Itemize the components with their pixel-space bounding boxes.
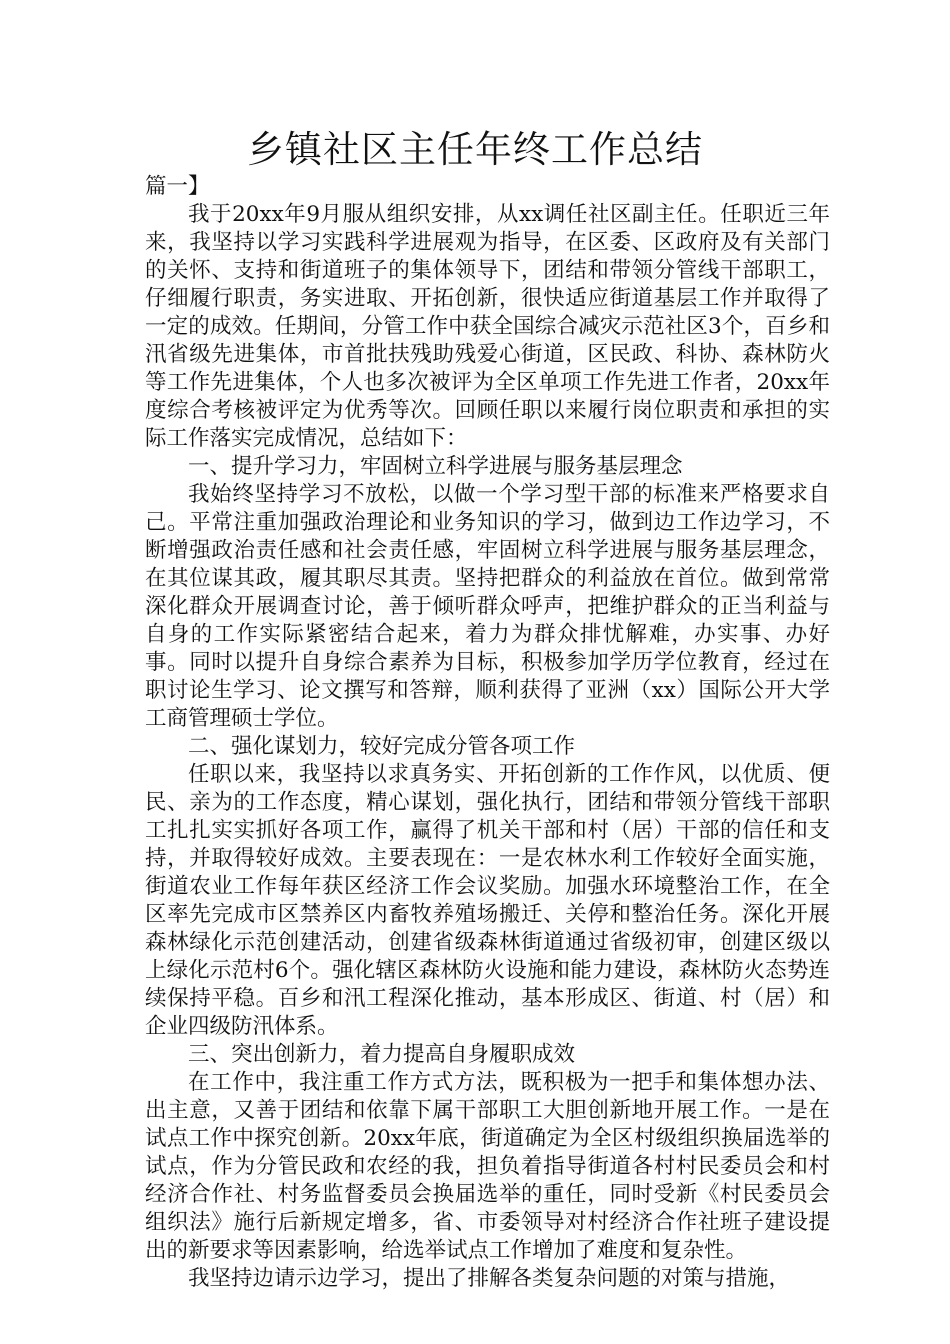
heading-learning: 一、提升学习力，牢固树立科学进展与服务基层理念 xyxy=(188,454,683,479)
heading-planning: 二、强化谋划力，较好完成分管各项工作 xyxy=(188,734,576,759)
paragraph-learning: 我始终坚持学习不放松，以做一个学习型干部的标准来严格要求自己。平常注重加强政治理论和业务知识的学习，做到边工作边学习，不断增强政治责任感和社会责任感，牢固树立科学进展与服务基层理念，在其位谋其政，履其职尽其责。坚持把群众的利益放在首位。做到常常深化群众开展调查讨论，善于倾听群众呼声，把维护群众的正当利益与自身的工作实际紧密结合起来，着力为群众排忧解难，办实事、办好事。同时以提升自身综合素养为目标，积极参加学历学位教育，经过在职讨论生学习、论文撰写和答辩，顺利获得了亚洲（xx）国际公开大学工商管理硕士学位。 xyxy=(145,482,830,731)
paragraph-planning: 任职以来，我坚持以求真务实、开拓创新的工作作风，以优质、便民、亲为的工作态度，精心谋划，强化执行，团结和带领分管线干部职工扎扎实实抓好各项工作，赢得了机关干部和村（居）干部的信任和支持，并取得较好成效。主要表现在：一是农林水利工作较好全面实施，街道农业工作每年获区经济工作会议奖励。加强水环境整治工作，在全区率先完成市区禁养区内畜牧养殖场搬迁、关停和整治任务。深化开展森林绿化示范创建活动，创建省级森林街道通过省级初审，创建区级以上绿化示范村6个。强化辖区森林防火设施和能力建设，森林防火态势连续保持平稳。百乡和汛工程深化推动，基本形成区、街道、村（居）和企业四级防汛体系。 xyxy=(145,762,830,1039)
heading-innovation: 三、突出创新力，着力提高自身履职成效 xyxy=(188,1042,576,1067)
document-title: 乡镇社区主任年终工作总结 xyxy=(247,128,703,171)
section-label: 篇一】 xyxy=(145,174,210,199)
paragraph-intro: 我于20xx年9月服从组织安排，从xx调任社区副主任。任职近三年来，我坚持以学习实践科学进展观为指导，在区委、区政府及有关部门的关怀、支持和街道班子的集体领导下，团结和带领分管线干部职工，仔细履行职责，务实进取、开拓创新，很快适应街道基层工作并取得了一定的成效。任期间，分管工作中获全国综合减灾示范社区3个，百乡和汛省级先进集体，市首批扶残助残爱心街道，区民政、科协、森林防火等工作先进集体，个人也多次被评为全区单项工作先进工作者，20xx年度综合考核被评定为优秀等次。回顾任职以来履行岗位职责和承担的实际工作落实完成情况，总结如下： xyxy=(145,202,830,451)
document-body xyxy=(145,173,830,1293)
paragraph-innovation: 在工作中，我注重工作方式方法，既积极为一把手和集体想办法、出主意，又善于团结和依靠下属干部职工大胆创新地开展工作。一是在试点工作中探究创新。20xx年底，街道确定为全区村级组织换届选举的试点，作为分管民政和农经的我，担负着指导街道各村村民委员会和村经济合作社、村务监督委员会换届选举的重任，同时受新《村民委员会组织法》施行后新规定增多，省、市委领导对村经济合作社班子建设提出的新要求等因素影响，给选举试点工作增加了难度和复杂性。 xyxy=(145,1070,830,1263)
paragraph-continuation: 我坚持边请示边学习，提出了排解各类复杂问题的对策与措施， xyxy=(188,1266,791,1291)
